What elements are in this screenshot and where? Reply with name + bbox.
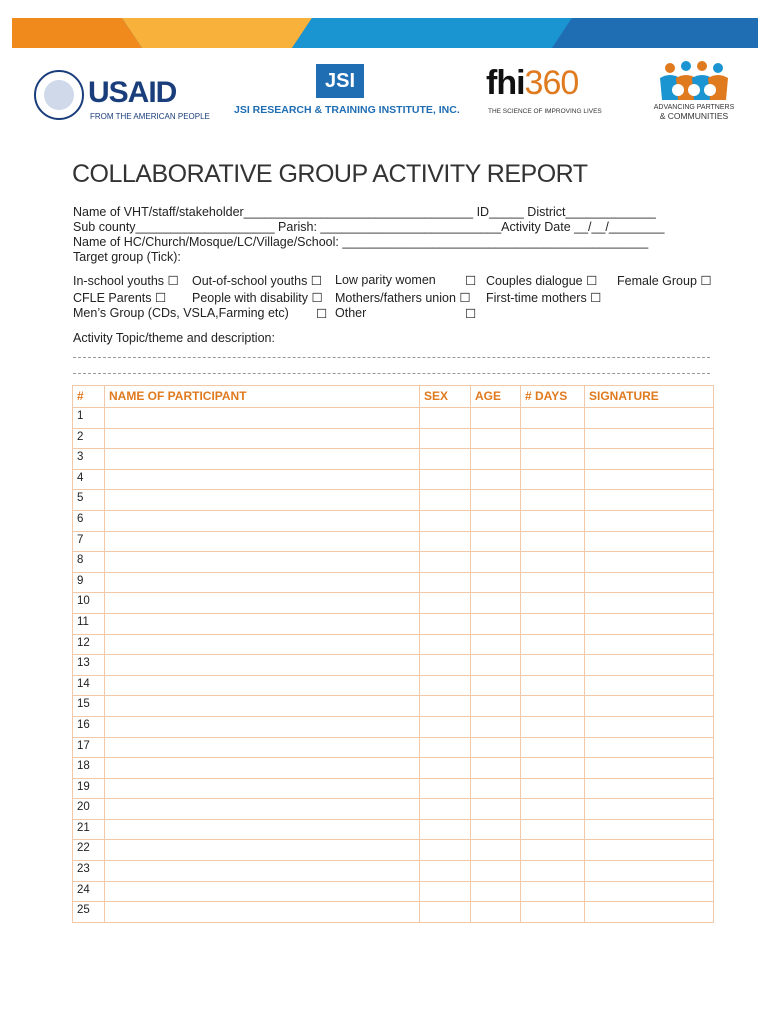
signature-cell[interactable] bbox=[585, 593, 714, 614]
age-cell[interactable] bbox=[471, 819, 521, 840]
col-header-age: AGE bbox=[471, 386, 521, 408]
table-row bbox=[73, 469, 714, 490]
days-cell[interactable] bbox=[521, 510, 585, 531]
jsi-box: JSI bbox=[316, 64, 364, 98]
days-cell[interactable] bbox=[521, 552, 585, 573]
age-cell[interactable] bbox=[471, 428, 521, 449]
col-header-number: # bbox=[73, 386, 105, 408]
row-number: 9 bbox=[73, 572, 105, 593]
row-number: 11 bbox=[73, 613, 105, 634]
participant-name-cell[interactable] bbox=[105, 902, 420, 923]
apc-name: ADVANCING PARTNERS & COMMUNITIES bbox=[653, 104, 735, 121]
sex-cell[interactable] bbox=[420, 799, 471, 820]
low-parity-women-label: Low parity women bbox=[335, 273, 436, 287]
age-cell[interactable] bbox=[471, 758, 521, 779]
participant-name-cell[interactable] bbox=[105, 881, 420, 902]
age-cell[interactable] bbox=[471, 408, 521, 429]
sex-cell[interactable] bbox=[420, 696, 471, 717]
table-row bbox=[73, 799, 714, 820]
participant-name-cell[interactable] bbox=[105, 696, 420, 717]
days-cell[interactable] bbox=[521, 819, 585, 840]
days-cell[interactable] bbox=[521, 840, 585, 861]
sex-cell[interactable] bbox=[420, 881, 471, 902]
participant-name-cell[interactable] bbox=[105, 675, 420, 696]
participant-name-cell[interactable] bbox=[105, 861, 420, 882]
age-cell[interactable] bbox=[471, 799, 521, 820]
age-cell[interactable] bbox=[471, 902, 521, 923]
days-cell[interactable] bbox=[521, 902, 585, 923]
participant-name-cell[interactable] bbox=[105, 593, 420, 614]
table-row bbox=[73, 510, 714, 531]
signature-cell[interactable] bbox=[585, 716, 714, 737]
age-cell[interactable] bbox=[471, 881, 521, 902]
sex-cell[interactable] bbox=[420, 428, 471, 449]
table-row bbox=[73, 449, 714, 470]
row-number: 7 bbox=[73, 531, 105, 552]
days-cell[interactable] bbox=[521, 531, 585, 552]
participant-name-cell[interactable] bbox=[105, 799, 420, 820]
age-cell[interactable] bbox=[471, 634, 521, 655]
sex-cell[interactable] bbox=[420, 510, 471, 531]
table-row bbox=[73, 428, 714, 449]
col-header-signature: SIGNATURE bbox=[585, 386, 714, 408]
table-row bbox=[73, 881, 714, 902]
days-cell[interactable] bbox=[521, 675, 585, 696]
row-number: 18 bbox=[73, 758, 105, 779]
signature-cell[interactable] bbox=[585, 881, 714, 902]
sex-cell[interactable] bbox=[420, 572, 471, 593]
row-number: 4 bbox=[73, 469, 105, 490]
signature-cell[interactable] bbox=[585, 799, 714, 820]
table-row bbox=[73, 634, 714, 655]
row-number: 1 bbox=[73, 408, 105, 429]
sex-cell[interactable] bbox=[420, 469, 471, 490]
age-cell[interactable] bbox=[471, 510, 521, 531]
row-number: 6 bbox=[73, 510, 105, 531]
days-cell[interactable] bbox=[521, 881, 585, 902]
participant-name-cell[interactable] bbox=[105, 778, 420, 799]
participant-name-cell[interactable] bbox=[105, 572, 420, 593]
sex-cell[interactable] bbox=[420, 716, 471, 737]
signature-cell[interactable] bbox=[585, 655, 714, 676]
signature-cell[interactable] bbox=[585, 902, 714, 923]
checkbox-low-parity-women[interactable]: ☐ bbox=[465, 274, 477, 288]
age-cell[interactable] bbox=[471, 655, 521, 676]
sex-cell[interactable] bbox=[420, 408, 471, 429]
fhi360-logo bbox=[486, 64, 606, 124]
table-row bbox=[73, 675, 714, 696]
row-number: 20 bbox=[73, 799, 105, 820]
other-label: Other bbox=[335, 306, 367, 320]
sex-cell[interactable] bbox=[420, 593, 471, 614]
signature-cell[interactable] bbox=[585, 490, 714, 511]
checkbox-cfle-parents[interactable]: CFLE Parents ☐ bbox=[73, 291, 167, 305]
participant-name-cell[interactable] bbox=[105, 531, 420, 552]
signature-cell[interactable] bbox=[585, 675, 714, 696]
age-cell[interactable] bbox=[471, 490, 521, 511]
signature-cell[interactable] bbox=[585, 408, 714, 429]
row-number: 14 bbox=[73, 675, 105, 696]
days-cell[interactable] bbox=[521, 778, 585, 799]
checkbox-in-school-youths[interactable]: In-school youths ☐ bbox=[73, 274, 179, 288]
sex-cell[interactable] bbox=[420, 840, 471, 861]
row-number: 24 bbox=[73, 881, 105, 902]
days-cell[interactable] bbox=[521, 861, 585, 882]
days-cell[interactable] bbox=[521, 655, 585, 676]
activity-description-line-1[interactable] bbox=[73, 357, 710, 358]
days-cell[interactable] bbox=[521, 408, 585, 429]
sex-cell[interactable] bbox=[420, 655, 471, 676]
participant-name-cell[interactable] bbox=[105, 819, 420, 840]
checkbox-female-group[interactable]: Female Group ☐ bbox=[617, 274, 712, 288]
signature-cell[interactable] bbox=[585, 613, 714, 634]
table-row bbox=[73, 696, 714, 717]
usaid-logo bbox=[34, 70, 210, 126]
row-number: 13 bbox=[73, 655, 105, 676]
days-cell[interactable] bbox=[521, 799, 585, 820]
sex-cell[interactable] bbox=[420, 675, 471, 696]
age-cell[interactable] bbox=[471, 531, 521, 552]
days-cell[interactable] bbox=[521, 469, 585, 490]
age-cell[interactable] bbox=[471, 449, 521, 470]
row-number: 3 bbox=[73, 449, 105, 470]
participant-name-cell[interactable] bbox=[105, 716, 420, 737]
table-row bbox=[73, 861, 714, 882]
age-cell[interactable] bbox=[471, 675, 521, 696]
checkbox-out-of-school-youths[interactable]: Out-of-school youths ☐ bbox=[192, 274, 323, 288]
row-number: 17 bbox=[73, 737, 105, 758]
sex-cell[interactable] bbox=[420, 490, 471, 511]
col-header-name: NAME OF PARTICIPANT bbox=[105, 386, 420, 408]
row-number: 12 bbox=[73, 634, 105, 655]
table-row bbox=[73, 819, 714, 840]
age-cell[interactable] bbox=[471, 778, 521, 799]
sex-cell[interactable] bbox=[420, 613, 471, 634]
usaid-wordmark: USAID bbox=[88, 76, 177, 109]
signature-cell[interactable] bbox=[585, 531, 714, 552]
sex-cell[interactable] bbox=[420, 902, 471, 923]
table-row bbox=[73, 552, 714, 573]
signature-cell[interactable] bbox=[585, 861, 714, 882]
signature-cell[interactable] bbox=[585, 634, 714, 655]
row-number: 16 bbox=[73, 716, 105, 737]
jsi-logo bbox=[234, 64, 460, 124]
activity-description-line-2[interactable] bbox=[73, 373, 710, 374]
participant-name-cell[interactable] bbox=[105, 449, 420, 470]
row-number: 8 bbox=[73, 552, 105, 573]
table-row bbox=[73, 490, 714, 511]
jsi-name: JSI RESEARCH & TRAINING INSTITUTE, INC. bbox=[234, 104, 460, 116]
mens-group-label: Men’s Group (CDs, VSLA,Farming etc) bbox=[73, 306, 289, 320]
sex-cell[interactable] bbox=[420, 819, 471, 840]
signature-cell[interactable] bbox=[585, 778, 714, 799]
participant-name-cell[interactable] bbox=[105, 655, 420, 676]
sex-cell[interactable] bbox=[420, 758, 471, 779]
signature-cell[interactable] bbox=[585, 572, 714, 593]
days-cell[interactable] bbox=[521, 449, 585, 470]
checkbox-first-time-mothers[interactable]: First-time mothers ☐ bbox=[486, 291, 602, 305]
row-number: 2 bbox=[73, 428, 105, 449]
participant-name-cell[interactable] bbox=[105, 428, 420, 449]
col-header-sex: SEX bbox=[420, 386, 471, 408]
row-number: 5 bbox=[73, 490, 105, 511]
checkbox-mothers-fathers-union[interactable]: Mothers/fathers union ☐ bbox=[335, 291, 471, 305]
days-cell[interactable] bbox=[521, 716, 585, 737]
age-cell[interactable] bbox=[471, 613, 521, 634]
participant-name-cell[interactable] bbox=[105, 469, 420, 490]
table-row bbox=[73, 531, 714, 552]
sex-cell[interactable] bbox=[420, 778, 471, 799]
signature-cell[interactable] bbox=[585, 449, 714, 470]
signature-cell[interactable] bbox=[585, 758, 714, 779]
field-line-venue[interactable]: Name of HC/Church/Mosque/LC/Village/School: ____________________________________________ bbox=[73, 235, 649, 249]
col-header-days: # DAYS bbox=[521, 386, 585, 408]
row-number: 15 bbox=[73, 696, 105, 717]
signature-cell[interactable] bbox=[585, 469, 714, 490]
sex-cell[interactable] bbox=[420, 634, 471, 655]
row-number: 23 bbox=[73, 861, 105, 882]
table-row bbox=[73, 902, 714, 923]
participant-name-cell[interactable] bbox=[105, 758, 420, 779]
page-title: COLLABORATIVE GROUP ACTIVITY REPORT bbox=[72, 160, 588, 188]
days-cell[interactable] bbox=[521, 696, 585, 717]
row-number: 22 bbox=[73, 840, 105, 861]
age-cell[interactable] bbox=[471, 593, 521, 614]
participants-table bbox=[72, 385, 714, 923]
sex-cell[interactable] bbox=[420, 737, 471, 758]
signature-cell[interactable] bbox=[585, 428, 714, 449]
checkbox-couples-dialogue[interactable]: Couples dialogue ☐ bbox=[486, 274, 598, 288]
field-line-name-id-district[interactable]: Name of VHT/staff/stakeholder_________________________________ ID_____ District_____________ bbox=[73, 205, 656, 219]
usaid-tagline: FROM THE AMERICAN PEOPLE bbox=[90, 112, 210, 121]
days-cell[interactable] bbox=[521, 634, 585, 655]
usaid-seal-icon bbox=[34, 70, 84, 120]
checkbox-people-with-disability[interactable]: People with disability ☐ bbox=[192, 291, 323, 305]
sex-cell[interactable] bbox=[420, 531, 471, 552]
logo-strip bbox=[0, 60, 770, 130]
days-cell[interactable] bbox=[521, 490, 585, 511]
signature-cell[interactable] bbox=[585, 737, 714, 758]
row-number: 25 bbox=[73, 902, 105, 923]
activity-topic-label: Activity Topic/theme and description: bbox=[73, 331, 275, 345]
age-cell[interactable] bbox=[471, 469, 521, 490]
table-row bbox=[73, 758, 714, 779]
table-row bbox=[73, 655, 714, 676]
row-number: 21 bbox=[73, 819, 105, 840]
row-number: 10 bbox=[73, 593, 105, 614]
participant-name-cell[interactable] bbox=[105, 552, 420, 573]
days-cell[interactable] bbox=[521, 613, 585, 634]
participant-name-cell[interactable] bbox=[105, 490, 420, 511]
age-cell[interactable] bbox=[471, 840, 521, 861]
signature-cell[interactable] bbox=[585, 696, 714, 717]
participant-name-cell[interactable] bbox=[105, 634, 420, 655]
sex-cell[interactable] bbox=[420, 449, 471, 470]
participant-name-cell[interactable] bbox=[105, 510, 420, 531]
table-row bbox=[73, 840, 714, 861]
days-cell[interactable] bbox=[521, 737, 585, 758]
days-cell[interactable] bbox=[521, 572, 585, 593]
signature-cell[interactable] bbox=[585, 819, 714, 840]
days-cell[interactable] bbox=[521, 593, 585, 614]
people-group-icon bbox=[652, 60, 736, 102]
fhi360-tagline: THE SCIENCE OF IMPROVING LIVES bbox=[488, 108, 602, 115]
age-cell[interactable] bbox=[471, 696, 521, 717]
table-header-row bbox=[73, 386, 714, 408]
participant-name-cell[interactable] bbox=[105, 737, 420, 758]
sex-cell[interactable] bbox=[420, 552, 471, 573]
signature-cell[interactable] bbox=[585, 510, 714, 531]
sex-cell[interactable] bbox=[420, 861, 471, 882]
table-row bbox=[73, 737, 714, 758]
apc-logo bbox=[652, 60, 736, 126]
header-banner bbox=[12, 18, 758, 48]
table-row bbox=[73, 716, 714, 737]
signature-cell[interactable] bbox=[585, 552, 714, 573]
field-line-subcounty-parish-date[interactable]: Sub county____________________ Parish: __________________________Activity Date __/__/________ bbox=[73, 220, 665, 234]
table-row bbox=[73, 408, 714, 429]
participant-name-cell[interactable] bbox=[105, 840, 420, 861]
row-number: 19 bbox=[73, 778, 105, 799]
target-group-label: Target group (Tick): bbox=[73, 250, 181, 264]
age-cell[interactable] bbox=[471, 737, 521, 758]
table-row bbox=[73, 778, 714, 799]
age-cell[interactable] bbox=[471, 716, 521, 737]
signature-cell[interactable] bbox=[585, 840, 714, 861]
participant-name-cell[interactable] bbox=[105, 613, 420, 634]
days-cell[interactable] bbox=[521, 428, 585, 449]
participant-name-cell[interactable] bbox=[105, 408, 420, 429]
fhi360-wordmark: fhi360 bbox=[486, 64, 579, 102]
table-row bbox=[73, 593, 714, 614]
days-cell[interactable] bbox=[521, 758, 585, 779]
age-cell[interactable] bbox=[471, 552, 521, 573]
age-cell[interactable] bbox=[471, 861, 521, 882]
table-row bbox=[73, 613, 714, 634]
checkbox-other[interactable]: ☐ bbox=[465, 307, 477, 321]
age-cell[interactable] bbox=[471, 572, 521, 593]
table-row bbox=[73, 572, 714, 593]
checkbox-mens-group[interactable]: ☐ bbox=[316, 307, 328, 321]
